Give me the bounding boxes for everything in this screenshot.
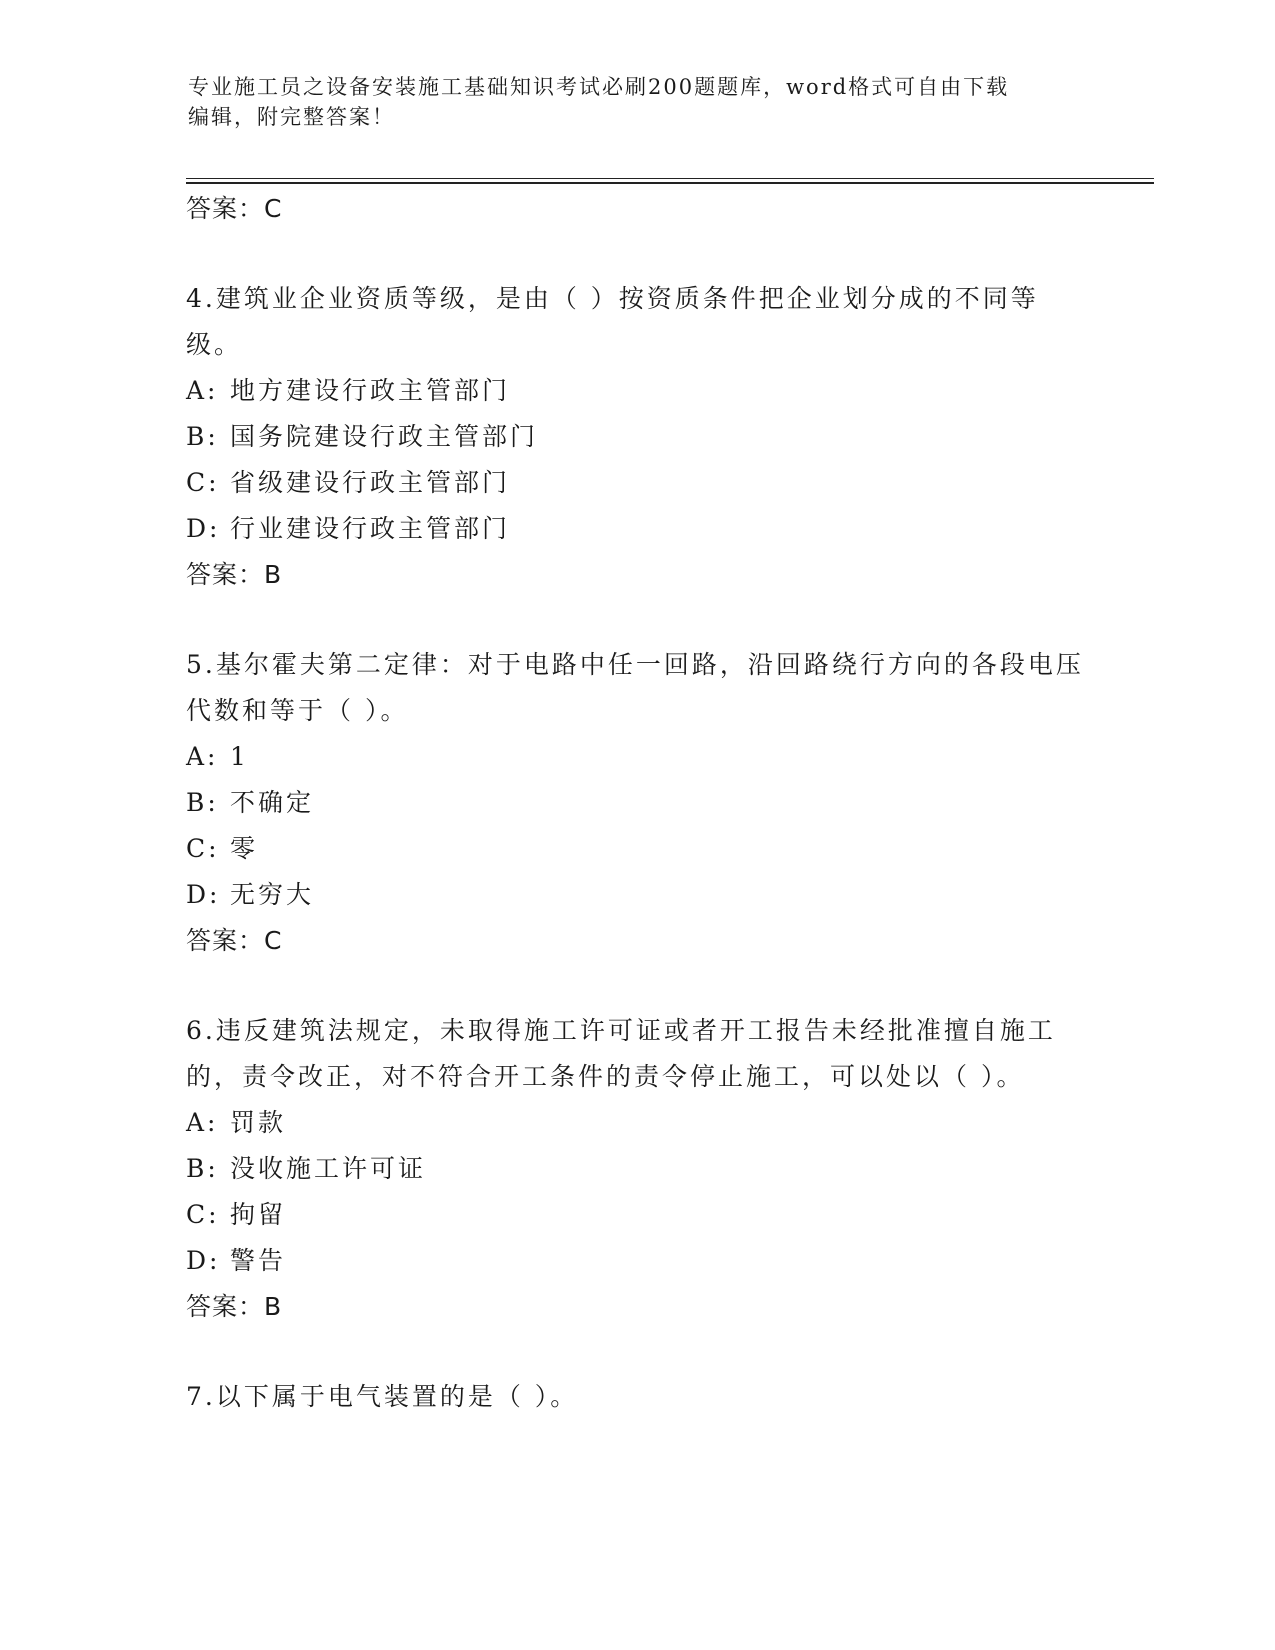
answer-label: 答案： [186,194,265,223]
document-body [186,186,1086,1420]
option-text: 零 [230,834,259,863]
question-stem: 7.以下属于电气装置的是（ ）。 [186,1382,579,1411]
question-option [186,734,1086,780]
option-letter: B: [186,422,219,451]
question-spacer [186,964,1086,1008]
question-spacer [186,232,1086,276]
answer-value: B [264,1292,283,1321]
question-option [186,368,1086,414]
question-stem: 5.基尔霍夫第二定律：对于电路中任一回路，沿回路绕行方向的各段电压代数和等于（ ）。 [186,650,1084,725]
question-block [186,642,1086,964]
page-header [188,72,1088,132]
question-option [186,460,1086,506]
question-option [186,872,1086,918]
question-option [186,1238,1086,1284]
question-option [186,826,1086,872]
question-option [186,414,1086,460]
header-divider [186,178,1154,184]
answer-line [186,1284,1086,1330]
question-block [186,1008,1086,1330]
option-letter: D: [186,514,221,543]
answer-value: C [264,926,283,955]
answer-line [186,918,1086,964]
question-list [186,232,1086,1420]
option-text: 无穷大 [230,880,315,909]
option-letter: C: [186,468,220,497]
question-option [186,1100,1086,1146]
option-letter: C: [186,1200,220,1229]
option-letter: A: [186,376,219,405]
option-letter: B: [186,1154,219,1183]
header-title-line2: 编辑，附完整答案！ [188,105,395,129]
answer-line [186,552,1086,598]
question-option [186,1192,1086,1238]
question-block [186,1374,1086,1420]
question-stem: 6.违反建筑法规定，未取得施工许可证或者开工报告未经批准擅自施工的，责令改正，对不符合开工条件的责令停止施工，可以处以（ ）。 [186,1016,1056,1091]
question-option [186,1146,1086,1192]
answer-label: 答案： [186,926,265,955]
answer-value: C [264,194,283,223]
option-letter: A: [186,742,219,771]
option-text: 行业建设行政主管部门 [230,514,511,543]
option-text: 地方建设行政主管部门 [230,376,511,405]
answer-label: 答案： [186,1292,265,1321]
header-title-line1: 专业施工员之设备安装施工基础知识考试必刷200题题库，word格式可自由下载 [188,75,1010,99]
option-text: 没收施工许可证 [230,1154,427,1183]
option-letter: D: [186,880,221,909]
option-text: 国务院建设行政主管部门 [230,422,539,451]
option-text: 罚款 [230,1108,287,1137]
answer-value: B [264,560,283,589]
option-letter: A: [186,1108,219,1137]
question-stem: 4.建筑业企业资质等级，是由（ ）按资质条件把企业划分成的不同等级。 [186,284,1039,359]
question-spacer [186,1330,1086,1374]
option-letter: B: [186,788,219,817]
question-spacer [186,598,1086,642]
option-text: 不确定 [230,788,315,817]
option-text: 1 [230,742,249,771]
answer-label: 答案： [186,560,265,589]
question-option [186,780,1086,826]
option-text: 省级建设行政主管部门 [230,468,511,497]
question-option [186,506,1086,552]
option-text: 警告 [230,1246,287,1275]
option-letter: C: [186,834,220,863]
option-letter: D: [186,1246,221,1275]
option-text: 拘留 [230,1200,287,1229]
question-block [186,276,1086,598]
answer-line [186,186,1086,232]
